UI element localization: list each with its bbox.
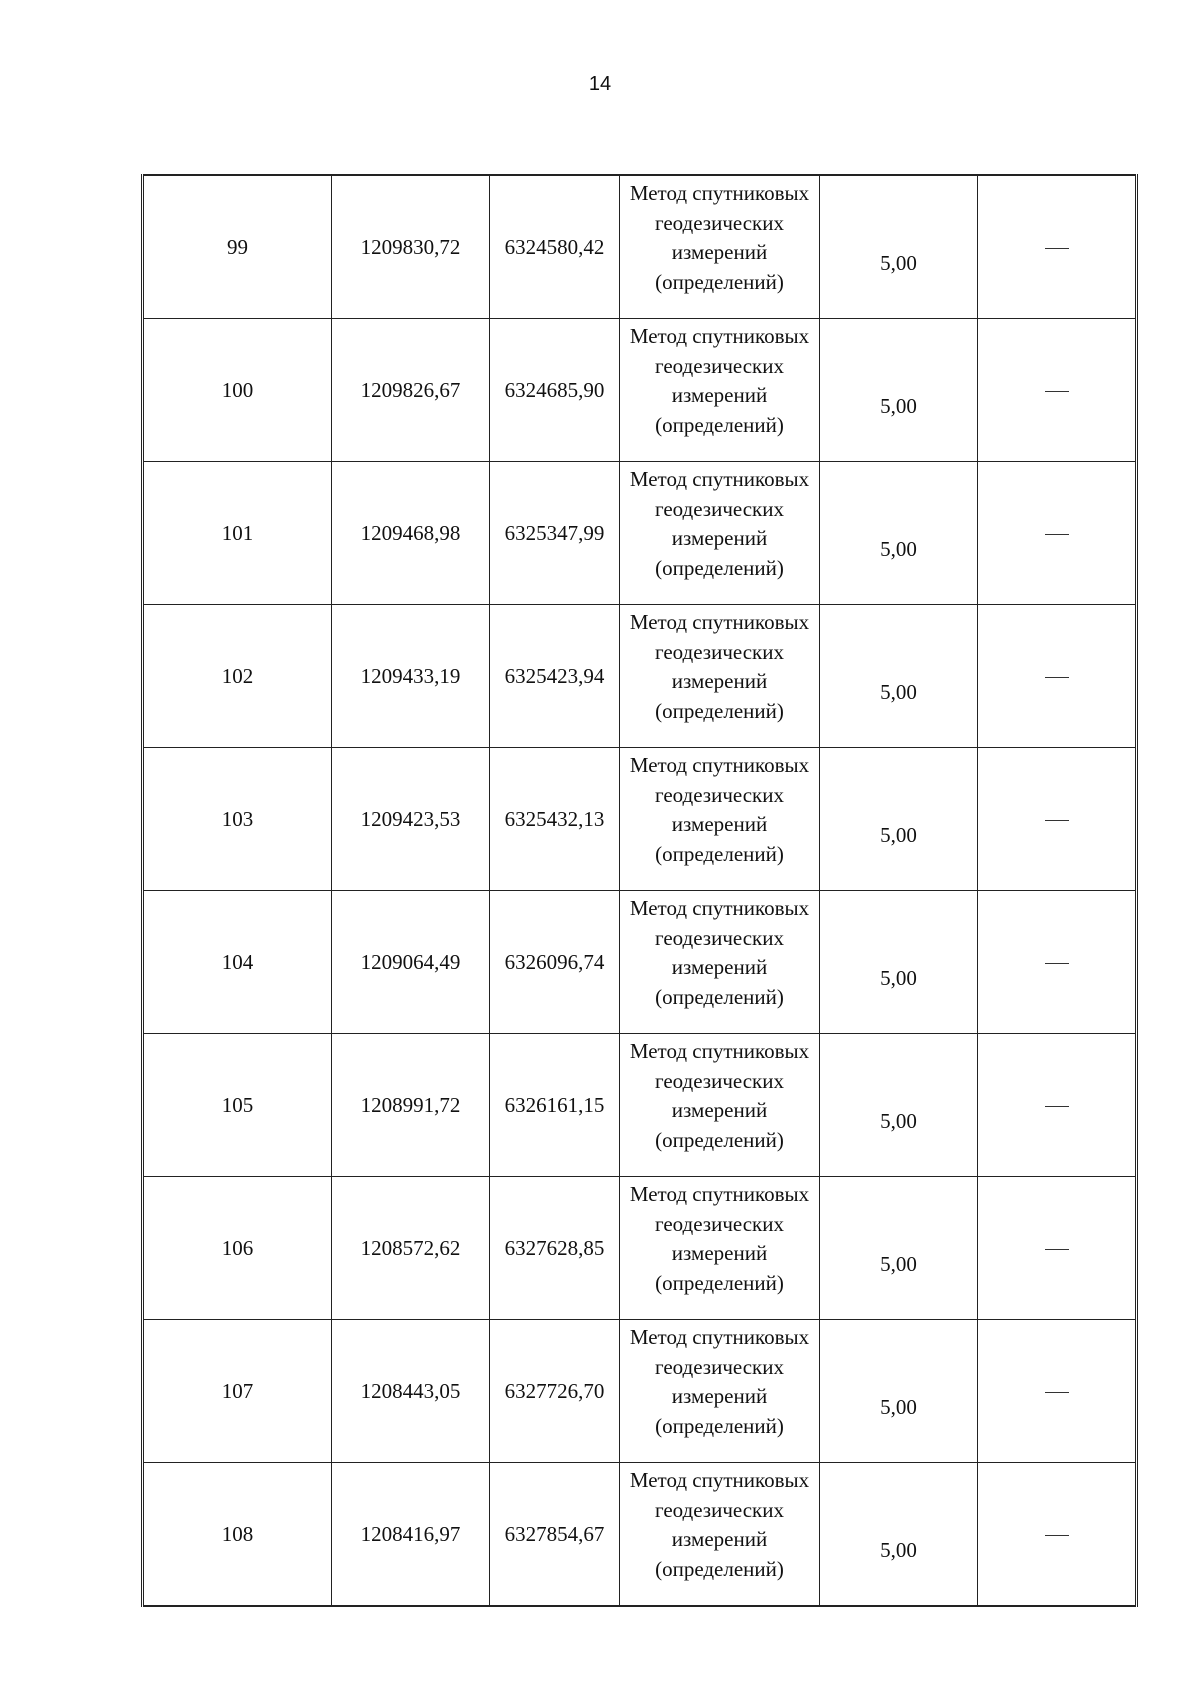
note-cell: [978, 891, 1137, 1034]
method-cell: [620, 1177, 820, 1320]
method-line: измерений: [671, 812, 768, 836]
accuracy-cell: 5,00: [820, 319, 978, 462]
dash-mark: [1045, 391, 1069, 392]
note-cell: [978, 1177, 1137, 1320]
method-line: геодезических: [654, 1068, 784, 1093]
y-coordinate-cell: 6327726,70: [490, 1320, 620, 1463]
dash-mark: [1045, 1249, 1069, 1250]
point-number-cell: 102: [143, 605, 332, 748]
method-line: (определений): [655, 269, 784, 294]
table-row: [143, 891, 1137, 1034]
y-coordinate-cell: 6324580,42: [490, 175, 620, 319]
method-line: Метод спутниковых: [629, 753, 810, 777]
accuracy-cell: 5,00: [820, 1034, 978, 1177]
method-cell: [620, 319, 820, 462]
table-row: [143, 1034, 1137, 1177]
method-cell: [620, 891, 820, 1034]
method-line: (определений): [655, 841, 784, 866]
method-line: геодезических: [654, 210, 784, 235]
x-coordinate-cell: 1208416,97: [332, 1463, 490, 1607]
table-row: [143, 175, 1137, 319]
method-line: геодезических: [654, 1354, 784, 1379]
method-line: измерений: [671, 1527, 768, 1551]
y-coordinate-cell: 6327628,85: [490, 1177, 620, 1320]
point-number-cell: 99: [143, 175, 332, 319]
method-line: Метод спутниковых: [629, 896, 810, 920]
table-row: [143, 748, 1137, 891]
x-coordinate-cell: 1208991,72: [332, 1034, 490, 1177]
method-line: (определений): [655, 1556, 784, 1581]
table-row: [143, 462, 1137, 605]
dash-mark: [1045, 820, 1069, 821]
method-line: измерений: [671, 526, 768, 550]
method-line: геодезических: [654, 496, 784, 521]
y-coordinate-cell: 6325423,94: [490, 605, 620, 748]
accuracy-cell: 5,00: [820, 891, 978, 1034]
y-coordinate-cell: 6326161,15: [490, 1034, 620, 1177]
accuracy-cell: 5,00: [820, 748, 978, 891]
accuracy-cell: 5,00: [820, 1320, 978, 1463]
y-coordinate-cell: 6325347,99: [490, 462, 620, 605]
page-number: 14: [588, 73, 612, 95]
method-line: измерений: [671, 1241, 768, 1265]
x-coordinate-cell: 1209468,98: [332, 462, 490, 605]
point-number-cell: 104: [143, 891, 332, 1034]
dash-mark: [1045, 534, 1069, 535]
dash-mark: [1045, 1392, 1069, 1393]
point-number-cell: 107: [143, 1320, 332, 1463]
method-line: геодезических: [654, 639, 784, 664]
accuracy-cell: 5,00: [820, 1463, 978, 1607]
point-number-cell: 100: [143, 319, 332, 462]
method-line: измерений: [671, 669, 768, 693]
note-cell: [978, 462, 1137, 605]
note-cell: [978, 605, 1137, 748]
method-line: измерений: [671, 955, 768, 979]
method-line: Метод спутниковых: [629, 1182, 810, 1206]
note-cell: [978, 1034, 1137, 1177]
y-coordinate-cell: 6324685,90: [490, 319, 620, 462]
method-line: Метод спутниковых: [629, 1468, 810, 1492]
accuracy-cell: 5,00: [820, 1177, 978, 1320]
point-number-cell: 108: [143, 1463, 332, 1607]
coordinates-table: [141, 174, 1138, 1607]
accuracy-cell: 5,00: [820, 605, 978, 748]
x-coordinate-cell: 1208572,62: [332, 1177, 490, 1320]
method-line: геодезических: [654, 353, 784, 378]
dash-mark: [1045, 1535, 1069, 1536]
accuracy-cell: 5,00: [820, 175, 978, 319]
dash-mark: [1045, 1106, 1069, 1107]
method-line: геодезических: [654, 1211, 784, 1236]
method-line: Метод спутниковых: [629, 324, 810, 348]
method-line: геодезических: [654, 782, 784, 807]
method-line: Метод спутниковых: [629, 1325, 810, 1349]
method-line: геодезических: [654, 1497, 784, 1522]
note-cell: [978, 1463, 1137, 1607]
y-coordinate-cell: 6325432,13: [490, 748, 620, 891]
x-coordinate-cell: 1208443,05: [332, 1320, 490, 1463]
x-coordinate-cell: 1209423,53: [332, 748, 490, 891]
method-line: (определений): [655, 1270, 784, 1295]
method-cell: [620, 748, 820, 891]
note-cell: [978, 319, 1137, 462]
table-row: [143, 1463, 1137, 1607]
method-line: (определений): [655, 698, 784, 723]
method-line: (определений): [655, 984, 784, 1009]
method-line: измерений: [671, 383, 768, 407]
table-row: [143, 1320, 1137, 1463]
table-row: [143, 1177, 1137, 1320]
x-coordinate-cell: 1209826,67: [332, 319, 490, 462]
method-line: измерений: [671, 240, 768, 264]
method-line: измерений: [671, 1384, 768, 1408]
method-cell: [620, 175, 820, 319]
point-number-cell: 106: [143, 1177, 332, 1320]
dash-mark: [1045, 963, 1069, 964]
point-number-cell: 103: [143, 748, 332, 891]
method-line: измерений: [671, 1098, 768, 1122]
method-cell: [620, 1034, 820, 1177]
table-row: [143, 319, 1137, 462]
dash-mark: [1045, 677, 1069, 678]
dash-mark: [1045, 248, 1069, 249]
x-coordinate-cell: 1209433,19: [332, 605, 490, 748]
point-number-cell: 101: [143, 462, 332, 605]
method-line: Метод спутниковых: [629, 181, 810, 205]
point-number-cell: 105: [143, 1034, 332, 1177]
note-cell: [978, 175, 1137, 319]
table-row: [143, 605, 1137, 748]
accuracy-cell: 5,00: [820, 462, 978, 605]
note-cell: [978, 748, 1137, 891]
method-line: (определений): [655, 1127, 784, 1152]
x-coordinate-cell: 1209064,49: [332, 891, 490, 1034]
method-line: (определений): [655, 555, 784, 580]
y-coordinate-cell: 6326096,74: [490, 891, 620, 1034]
x-coordinate-cell: 1209830,72: [332, 175, 490, 319]
method-cell: [620, 605, 820, 748]
note-cell: [978, 1320, 1137, 1463]
table-body: [143, 175, 1137, 1606]
method-line: Метод спутниковых: [629, 1039, 810, 1063]
method-line: Метод спутниковых: [629, 610, 810, 634]
method-line: (определений): [655, 1413, 784, 1438]
method-cell: [620, 1320, 820, 1463]
method-cell: [620, 462, 820, 605]
method-line: геодезических: [654, 925, 784, 950]
y-coordinate-cell: 6327854,67: [490, 1463, 620, 1607]
method-line: Метод спутниковых: [629, 467, 810, 491]
method-line: (определений): [655, 412, 784, 437]
method-cell: [620, 1463, 820, 1607]
